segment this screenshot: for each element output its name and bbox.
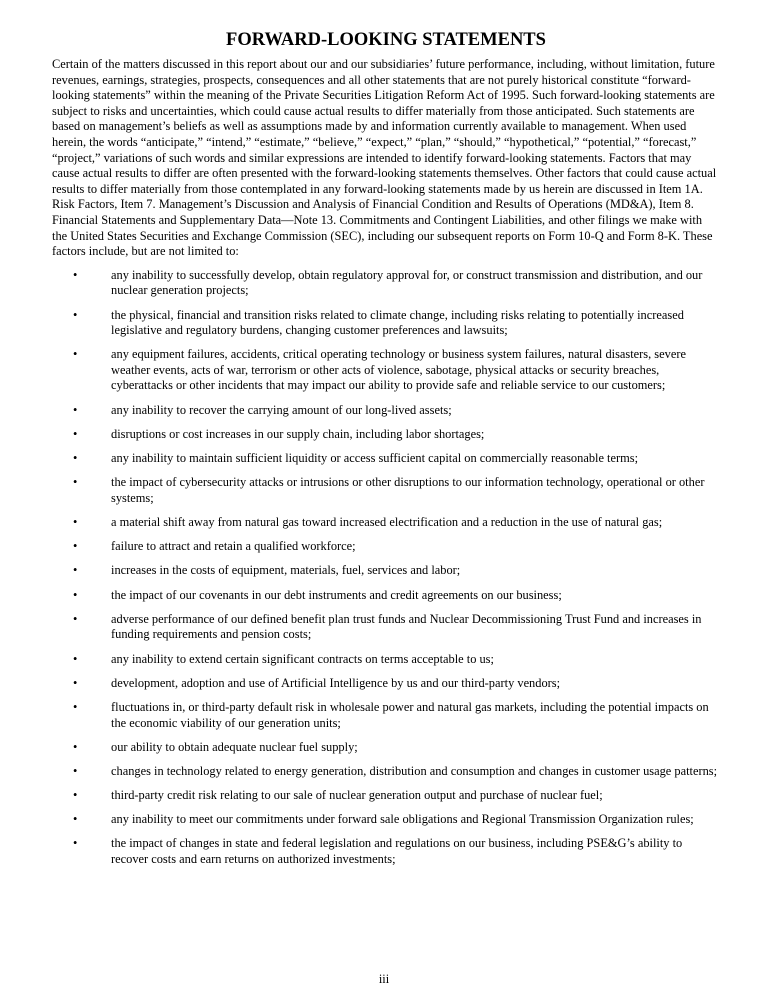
list-item [52,700,720,731]
bullet-dot-icon: • [73,426,78,441]
list-item-text: the impact of changes in state and federal legislation and regulations on our business, including PSE&G’s ability to recover costs and earn returns on authorized investments; [111,836,683,867]
bullet-dot-icon: • [73,651,78,666]
risk-factor-list [52,268,720,868]
list-item-text: any inability to successfully develop, obtain regulatory approval for, or construct transmission and distribution, and our nuclear generation projects; [111,267,703,298]
list-item [52,475,720,506]
list-item-text: any inability to extend certain significant contracts on terms acceptable to us; [111,651,494,666]
document-page [52,28,720,876]
list-item-text: third-party credit risk relating to our sale of nuclear generation output and purchase of nuclear fuel; [111,788,603,803]
list-item [52,268,720,299]
list-item [52,652,720,668]
list-item-text: any equipment failures, accidents, critical operating technology or business system failures, natural disasters, severe weather events, acts of war, terrorism or other acts of violence, sabotage, physical attacks or security breaches, cyberattacks or other incidents that may impact our ability to provide safe and reliable service to our customers; [111,347,686,393]
list-item-text: any inability to recover the carrying amount of our long-lived assets; [111,402,452,417]
bullet-dot-icon: • [73,699,78,714]
list-item-text: fluctuations in, or third-party default risk in wholesale power and natural gas markets, including the potential impacts on the economic viability of our generation units; [111,699,709,730]
bullet-dot-icon: • [73,739,78,754]
list-item [52,347,720,394]
list-item [52,764,720,780]
list-item-text: development, adoption and use of Artificial Intelligence by us and our third-party vendors; [111,675,561,690]
bullet-dot-icon: • [73,763,78,778]
list-item [52,836,720,867]
list-item-text: any inability to meet our commitments under forward sale obligations and Regional Transmission Organization rules; [111,812,694,827]
bullet-dot-icon: • [73,402,78,417]
bullet-dot-icon: • [73,587,78,602]
list-item [52,612,720,643]
list-item-text: a material shift away from natural gas toward increased electrification and a reduction in the use of natural gas; [111,515,663,529]
list-item [52,451,720,467]
bullet-dot-icon: • [73,539,78,554]
list-item [52,403,720,419]
list-item-text: the impact of our covenants in our debt instruments and credit agreements on our business; [111,587,562,602]
intro-paragraph: Certain of the matters discussed in this report about our and our subsidiaries’ future performance, including, without limitation, future revenues, earnings, strategies, prospects, consequences and all other statements that are not purely historical constitute “forward-looking statements” within the meaning of the Private Securities Litigation Reform Act of 1995. Such forward-looking statements are subject to risks and uncertainties, which could cause actual results to differ materially from those anticipated. Such statements are based on management’s beliefs as well as assumptions made by and information currently available to management. When used herein, the words “anticipate,” “intend,” “estimate,” “believe,” “expect,” “plan,” “should,” “hypothetical,” “potential,” “forecast,” “project,” variations of such words and similar expressions are intended to identify forward-looking statements. Factors that may cause actual results to differ are often presented with the forward-looking statements themselves. Other factors that could cause actual results to differ materially from those contemplated in any forward-looking statements made by us herein are discussed in Item 1A. Risk Factors, Item 7. Management’s Discussion and Analysis of Financial Condition and Results of Operations (MD&A), Item 8. Financial Statements and Supplementary Data—Note 13. Commitments and Contingent Liabilities, and other filings we make with the United States Securities and Exchange Commission (SEC), including our subsequent reports on Form 10-Q and Form 8-K. These factors include, but are not limited to: [52,57,717,259]
list-item-text: the physical, financial and transition risks related to climate change, including risks relating to potentially increased legislative and regulatory burdens, changing customer preferences and lawsuits; [111,307,684,338]
list-item-text: the impact of cybersecurity attacks or intrusions or other disruptions to our information technology, operational or other systems; [111,475,705,505]
list-item [52,676,720,692]
bullet-dot-icon: • [73,515,78,529]
list-item-text: our ability to obtain adequate nuclear fuel supply; [111,739,358,754]
list-item-text: changes in technology related to energy generation, distribution and consumption and changes in customer usage patterns; [111,763,718,778]
list-item [52,308,720,339]
list-item [52,788,720,804]
list-item-text: increases in the costs of equipment, materials, fuel, services and labor; [111,563,461,578]
list-item [52,812,720,828]
bullet-dot-icon: • [73,347,78,362]
list-item [52,588,720,604]
list-item-text: adverse performance of our defined benefit plan trust funds and Nuclear Decommissioning Trust Fund and increases in funding requirements and pension costs; [111,611,702,642]
bullet-dot-icon: • [73,451,78,466]
page-title: FORWARD-LOOKING STATEMENTS [226,30,546,50]
bullet-dot-icon: • [73,788,78,803]
bullet-dot-icon: • [73,836,78,851]
list-item [52,539,720,555]
bullet-dot-icon: • [73,267,78,282]
list-item [52,740,720,756]
list-item-text: failure to attract and retain a qualified workforce; [111,539,356,554]
bullet-dot-icon: • [73,611,78,626]
bullet-dot-icon: • [73,675,78,690]
list-item [52,515,720,531]
bullet-dot-icon: • [73,307,78,322]
bullet-dot-icon: • [73,563,78,578]
list-item [52,427,720,443]
list-item-text: disruptions or cost increases in our supply chain, including labor shortages; [111,426,485,441]
bullet-dot-icon: • [73,475,78,490]
bullet-dot-icon: • [73,812,78,827]
page-number: iii [378,972,390,986]
list-item [52,563,720,579]
list-item-text: any inability to maintain sufficient liquidity or access sufficient capital on commercially reasonable terms; [111,451,639,466]
